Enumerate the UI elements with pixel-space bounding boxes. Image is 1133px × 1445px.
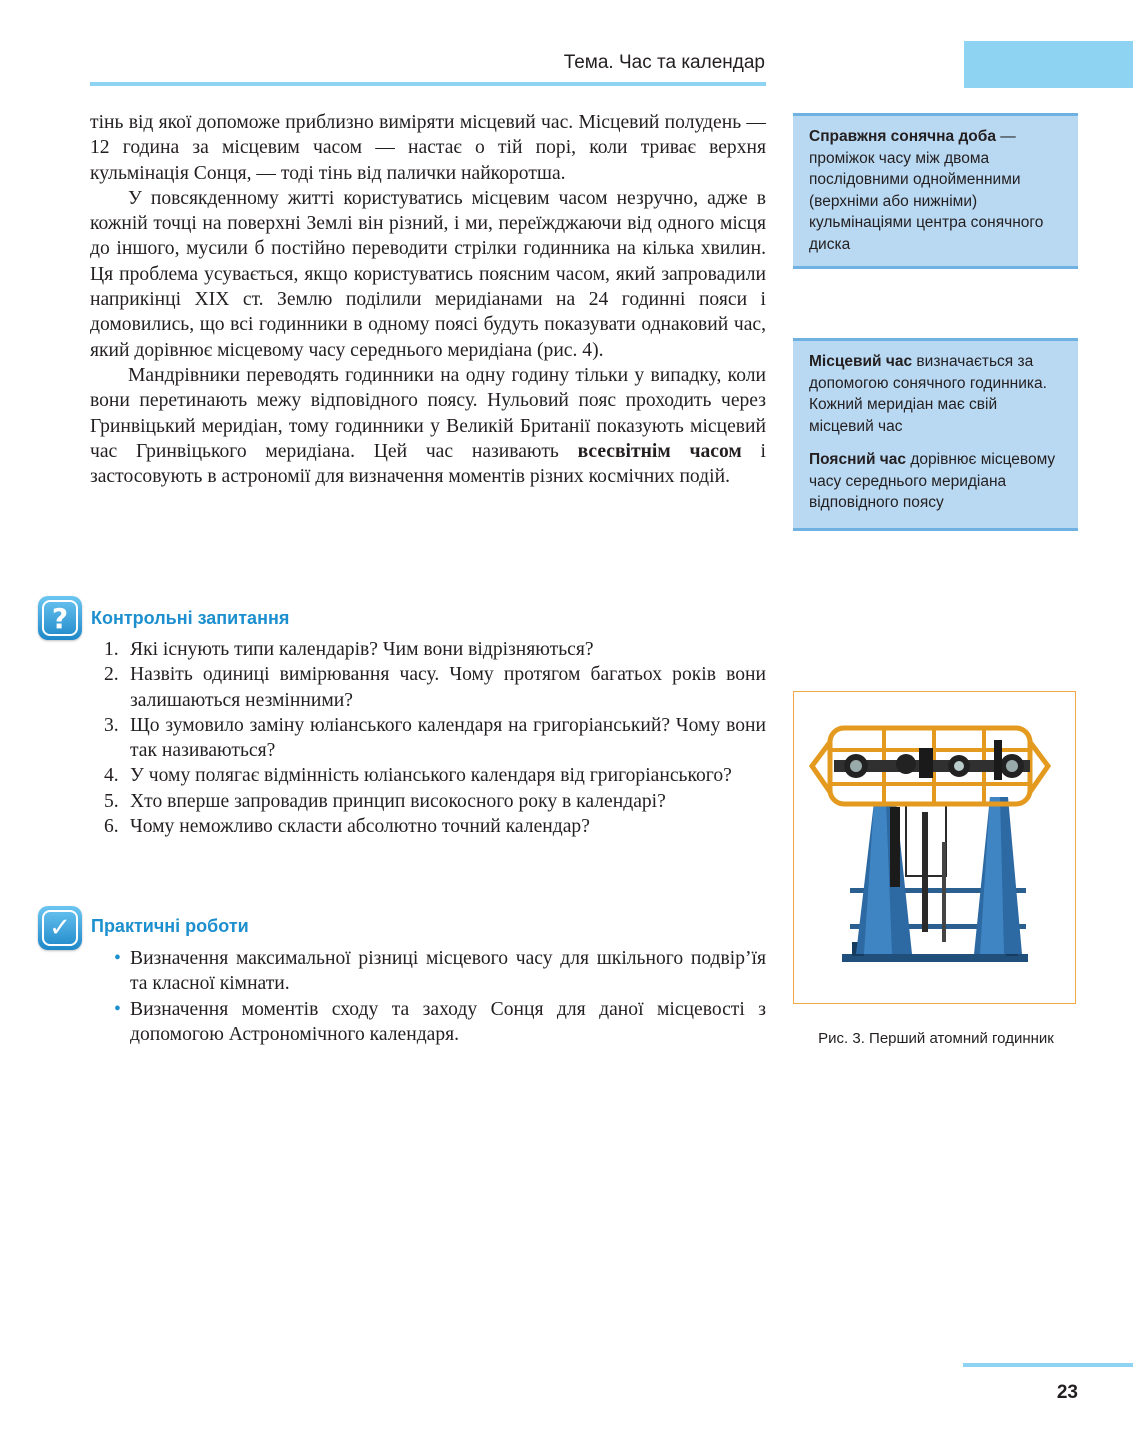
questions-heading: Контрольні запитання [91, 608, 290, 628]
list-item [104, 713, 766, 764]
figure-caption: Рис. 3. Перший атомний годинник [818, 1030, 1054, 1047]
definition-term: Справжня сонячна доба [809, 128, 996, 145]
list-item [104, 763, 766, 788]
list-item [104, 814, 766, 839]
item-text: Що зумовило заміну юліанського календаря на григоріанський? Чому вони так називаються? [130, 714, 766, 762]
item-text: Хто вперше запровадив принцип високосного року в календарі? [130, 790, 666, 812]
figure-atomic-clock [793, 691, 1076, 1004]
item-text: Визначення моментів сходу та заходу Сонця для даної місцевості з допомогою Астрономічного календаря. [130, 998, 766, 1045]
definition-text: визначається за допомогою сонячного годинника. Кожний меридіан має свій місцевий час [809, 353, 1047, 435]
item-text: Які існують типи календарів? Чим вони відрізняються? [130, 639, 594, 660]
list-item [114, 997, 766, 1048]
term-universal-time: всесвітнім часом [577, 440, 742, 462]
practice-heading: Практичні роботи [91, 916, 249, 936]
list-item [114, 946, 766, 997]
paragraph-1: тінь від якої допоможе приблизно виміряти місцевий час. Місцевий полудень — 12 година за місцевим часом — настає о тій порі, коли триває верхня кульмінація Сонця, — тоді тінь від палички найкоротша. [90, 112, 766, 184]
practice-list [114, 946, 766, 1047]
main-text [90, 110, 766, 489]
page-number: 23 [1056, 1382, 1078, 1403]
header-topic: Тема. Час та календар [563, 52, 765, 73]
definition-text: — проміжок часу між двома послідовними однойменними (верхніми або нижніми) кульмінаціями центра сонячного диска [809, 128, 1044, 253]
paragraph-3-end: і застосовують в астрономії для визначення моментів різних космічних подій. [90, 440, 766, 488]
checkbox-icon: ✓ [38, 906, 82, 950]
list-item [104, 789, 766, 814]
atomic-clock-illustration [794, 692, 1075, 1003]
definition-local-time [809, 351, 1064, 437]
item-number: 2. [104, 664, 119, 686]
list-item [104, 637, 766, 662]
item-text: У чому полягає відмінність юліанського календаря від григоріанського? [130, 765, 732, 787]
paragraph-3 [90, 363, 766, 489]
paragraph-3-start: Мандрівники переводять годинники на одну годину тільки у випадку, коли вони перетинають межу відповідного поясу. Нульовий пояс проходить через Гринвіцький меридіан, тому годинники у Великій Британії показують місцевий час Гринвіцького меридіана. Цей час називають [90, 364, 766, 462]
definition-box-solar-day [793, 113, 1078, 269]
list-item [104, 662, 766, 713]
definition-zone-time [809, 449, 1064, 514]
questions-list [104, 637, 766, 839]
item-number: 6. [104, 816, 119, 838]
bullet-icon: • [114, 948, 121, 969]
item-number: 5. [104, 790, 119, 812]
item-number: 1. [104, 639, 119, 660]
item-number: 3. [104, 714, 119, 736]
definition-solar-day [809, 126, 1064, 255]
definition-text: дорівнює місцевому часу середнього меридіана відповідного поясу [809, 451, 1056, 511]
item-text: Визначення максимальної різниці місцевого часу для шкільного подвір’їя та класної кімнати. [130, 948, 766, 995]
bullet-icon: • [114, 998, 121, 1020]
header-rule [90, 82, 766, 86]
item-number: 4. [104, 765, 119, 787]
item-text: Назвіть одиниці вимірювання часу. Чому протягом багатьох років вони залишаються незмінними? [130, 664, 766, 711]
question-icon: ? [38, 596, 82, 640]
paragraph-2: У повсякденному житті користуватись місцевим часом незручно, адже в кожній точці на поверхні Землі він різний, і ми, переїжджаючи від одного місця до іншого, мусили б постійно переводити стрілки годинника на кілька хвилин. Ця проблема усувається, якщо користуватись поясним часом, який запровадили наприкінці XIX ст. Землю поділили меридіанами на 24 годинні пояси і домовились, що всі годинники в одному поясі будуть показувати однаковий час, який дорівнює місцевому часу середнього меридіана (рис. 4). [90, 187, 766, 361]
definition-term: Поясний час [809, 451, 907, 468]
footer-rule [963, 1363, 1133, 1367]
item-text: Чому неможливо скласти абсолютно точний календар? [130, 816, 590, 838]
definition-box-time [793, 338, 1078, 531]
header-accent-block [964, 41, 1133, 88]
definition-term: Місцевий час [809, 353, 913, 370]
